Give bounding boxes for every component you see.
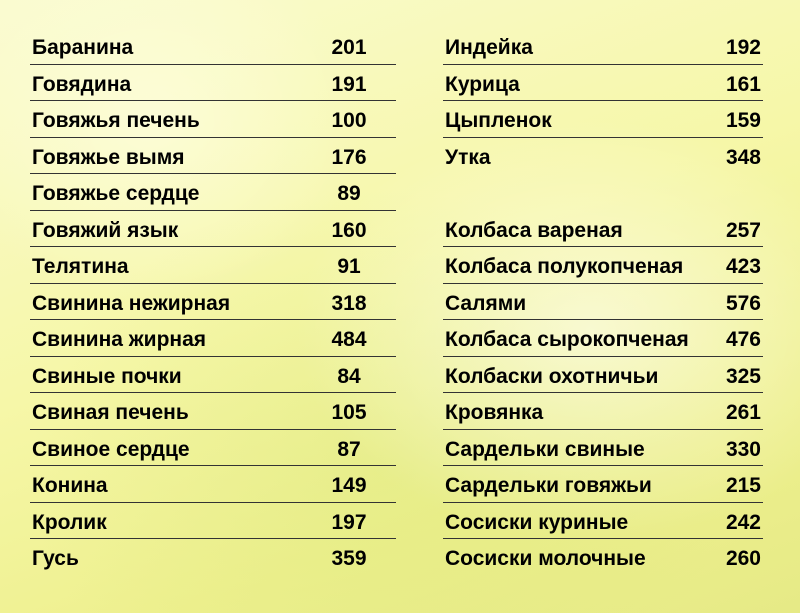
calorie-value: 348 bbox=[725, 145, 761, 169]
product-name: Сардельки говяжьи bbox=[445, 474, 652, 497]
calorie-value: 89 bbox=[337, 182, 361, 205]
table-row bbox=[30, 503, 396, 540]
table-row bbox=[443, 357, 763, 394]
calorie-value: 87 bbox=[337, 437, 361, 461]
product-name: Утка bbox=[445, 145, 491, 169]
calorie-value: 325 bbox=[725, 364, 761, 388]
calorie-value: 576 bbox=[725, 291, 761, 315]
product-name: Колбаса сырокопченая bbox=[445, 328, 689, 351]
calorie-value: 484 bbox=[331, 328, 367, 351]
calorie-value: 476 bbox=[725, 328, 761, 351]
calorie-value: 261 bbox=[725, 401, 761, 424]
table-row bbox=[443, 28, 763, 65]
table-row bbox=[443, 320, 763, 357]
table-row bbox=[443, 466, 763, 503]
product-name: Цыпленок bbox=[445, 109, 552, 132]
right-table bbox=[443, 28, 763, 576]
table-row bbox=[30, 138, 396, 175]
calorie-value: 149 bbox=[331, 474, 367, 497]
calorie-value: 197 bbox=[331, 510, 367, 534]
table-row bbox=[443, 247, 763, 284]
product-name: Колбаса вареная bbox=[445, 218, 623, 242]
product-name: Салями bbox=[445, 291, 527, 315]
calorie-value: 257 bbox=[725, 218, 761, 242]
product-name: Колбаски охотничьи bbox=[445, 364, 659, 388]
product-name: Говяжье вымя bbox=[32, 145, 185, 169]
table-row bbox=[30, 430, 396, 467]
product-name: Свиное сердце bbox=[32, 437, 190, 461]
calorie-value: 191 bbox=[331, 72, 367, 96]
product-name: Баранина bbox=[32, 36, 134, 59]
calorie-value: 215 bbox=[725, 474, 761, 497]
calorie-value: 192 bbox=[725, 36, 761, 59]
table-row bbox=[30, 28, 396, 65]
table-row bbox=[30, 284, 396, 321]
section-gap bbox=[443, 174, 763, 211]
calorie-value: 100 bbox=[331, 109, 367, 132]
table-row bbox=[30, 174, 396, 211]
calorie-value: 423 bbox=[725, 255, 761, 278]
table-row bbox=[443, 211, 763, 248]
table-row bbox=[30, 247, 396, 284]
product-name: Говяжье сердце bbox=[32, 182, 200, 205]
product-name: Колбаса полукопченая bbox=[445, 255, 684, 278]
table-row bbox=[30, 466, 396, 503]
table-row bbox=[443, 138, 763, 175]
product-name: Сардельки свиные bbox=[445, 437, 645, 461]
table-row bbox=[30, 211, 396, 248]
product-name: Курица bbox=[445, 72, 520, 96]
table-row bbox=[30, 539, 396, 576]
table-row bbox=[443, 101, 763, 138]
product-name: Говяжий язык bbox=[32, 218, 179, 242]
table-row bbox=[30, 393, 396, 430]
table-row bbox=[443, 539, 763, 576]
table-row bbox=[30, 357, 396, 394]
calorie-value: 159 bbox=[725, 109, 761, 132]
calorie-value: 201 bbox=[331, 36, 367, 59]
calorie-value: 260 bbox=[725, 547, 761, 570]
calorie-value: 84 bbox=[337, 364, 361, 388]
product-name: Гусь bbox=[32, 547, 79, 570]
product-name: Телятина bbox=[32, 255, 129, 278]
table-row bbox=[30, 320, 396, 357]
table-row bbox=[443, 65, 763, 102]
calorie-value: 91 bbox=[337, 255, 361, 278]
table-row bbox=[443, 393, 763, 430]
product-name: Сосиски куриные bbox=[445, 510, 629, 534]
product-name: Конина bbox=[32, 474, 108, 497]
product-name: Свиные почки bbox=[32, 364, 182, 388]
product-name: Индейка bbox=[445, 36, 533, 59]
calorie-value: 359 bbox=[331, 547, 367, 570]
product-name: Говяжья печень bbox=[32, 109, 200, 132]
calorie-value: 161 bbox=[725, 72, 761, 96]
product-name: Свинина жирная bbox=[32, 328, 207, 351]
table-row bbox=[443, 430, 763, 467]
product-name: Кровянка bbox=[445, 401, 544, 424]
calorie-value: 318 bbox=[331, 291, 367, 315]
calorie-value: 105 bbox=[331, 401, 367, 424]
calorie-value: 160 bbox=[331, 218, 367, 242]
left-table bbox=[30, 28, 396, 576]
calorie-value: 330 bbox=[725, 437, 761, 461]
table-row bbox=[443, 284, 763, 321]
calorie-value: 242 bbox=[725, 510, 761, 534]
product-name: Сосиски молочные bbox=[445, 547, 646, 570]
table-row bbox=[443, 503, 763, 540]
calorie-value: 176 bbox=[331, 145, 367, 169]
product-name: Свинина нежирная bbox=[32, 291, 231, 315]
table-row bbox=[30, 65, 396, 102]
table-row bbox=[30, 101, 396, 138]
product-name: Кролик bbox=[32, 510, 107, 534]
product-name: Говядина bbox=[32, 72, 132, 96]
product-name: Свиная печень bbox=[32, 401, 189, 424]
